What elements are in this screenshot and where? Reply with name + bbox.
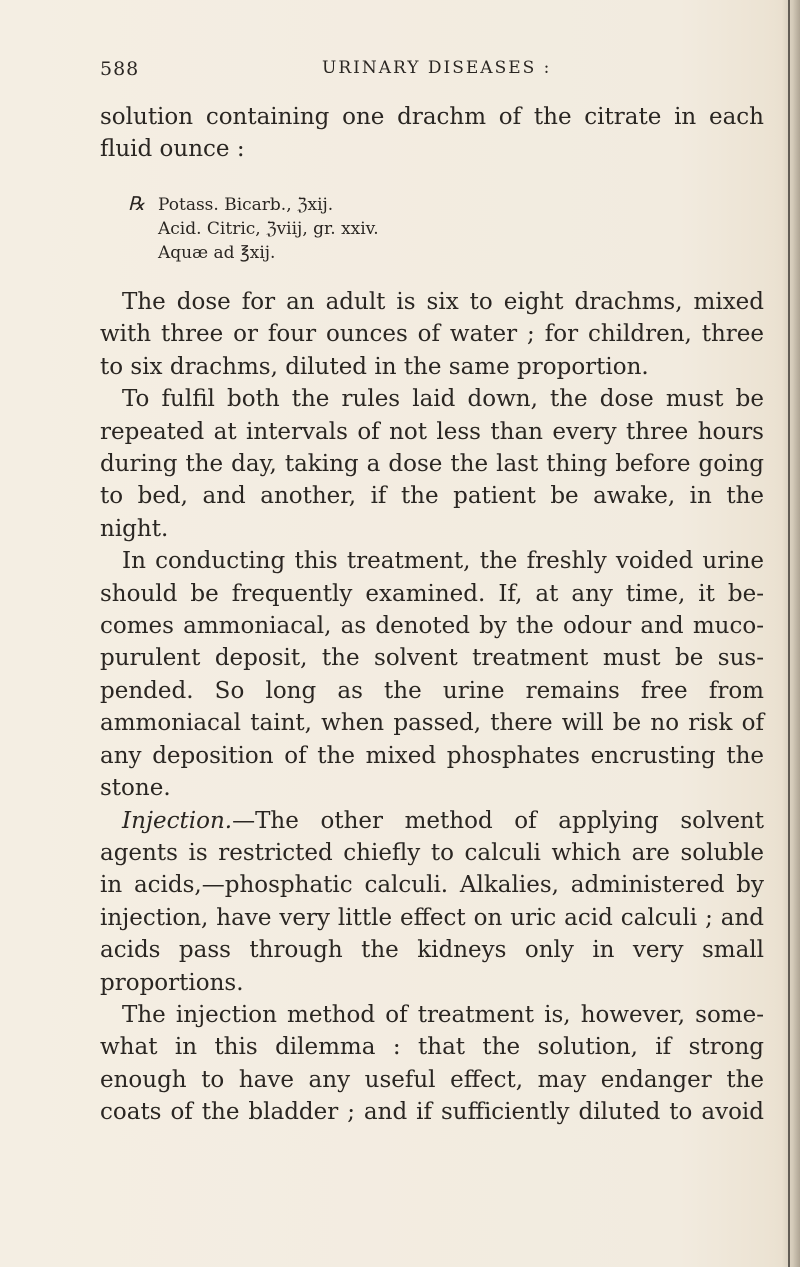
- paragraph-dose: The dose for an adult is six to eight drachms, mixed with three or four ounces of water ; for children, three to six drachms, diluted in the same proportion.: [100, 289, 764, 380]
- intro-text: [100, 101, 764, 166]
- body-text: [100, 286, 764, 1129]
- intro-line-1: solution containing one drachm of the citrate in each: [100, 104, 764, 130]
- prescription-ingredient: Aquæ ad ℥xij.: [158, 243, 276, 263]
- paragraph-urine-examination: In conducting this treatment, the freshly voided urine should be frequently examined. If, at any time, it be- comes ammoniacal, as denoted by the odour and muco- purulent deposit, the solvent treatment must be sus- pended. So long as the urine remains free from ammoniacal taint, when passed, there will be no risk of any deposition of the mixed phosphates encrusting the stone.: [100, 548, 764, 802]
- paragraph-injection: [100, 805, 764, 999]
- page-number: 588: [100, 58, 140, 80]
- page-edge-shadow: [782, 0, 800, 1267]
- paragraph-rules: To fulfil both the rules laid down, the dose must be repeated at intervals of not less than every three hours during the day, taking a dose the last thing before going to bed, and another, if the patient be awake, in the night.: [100, 386, 764, 542]
- prescription-ingredient: Potass. Bicarb., ℨxij.: [158, 195, 334, 215]
- recipe-symbol: ℞: [128, 193, 146, 215]
- running-head: [100, 58, 764, 88]
- intro-line-2: fluid ounce :: [100, 136, 245, 163]
- section-lead-injection: Injection.: [122, 807, 233, 834]
- paragraph-injection-method: The injection method of treatment is, however, some- what in this dilemma : that the solution, if strong enough to have any useful effect, may endanger the coats of the bladder ; and if sufficiently diluted to avoid: [100, 1001, 764, 1126]
- prescription-ingredient: Acid. Citric, ℨviij, gr. xxiv.: [158, 219, 379, 239]
- prescription-line: [128, 241, 528, 265]
- prescription-line: [128, 192, 528, 217]
- paragraph-injection-text: —The other method of applying solvent agents is restricted chiefly to calculi which are soluble in acids,—phosphatic calculi. Alkalies, administered by injection, have very little effect on uric acid calculi ; and acids pass through the kidneys only in very small proportions.: [100, 807, 764, 996]
- page-fold-line: [788, 0, 790, 1267]
- prescription-line: [128, 217, 528, 241]
- prescription-block: [128, 192, 528, 265]
- running-title: URINARY DISEASES :: [322, 58, 552, 78]
